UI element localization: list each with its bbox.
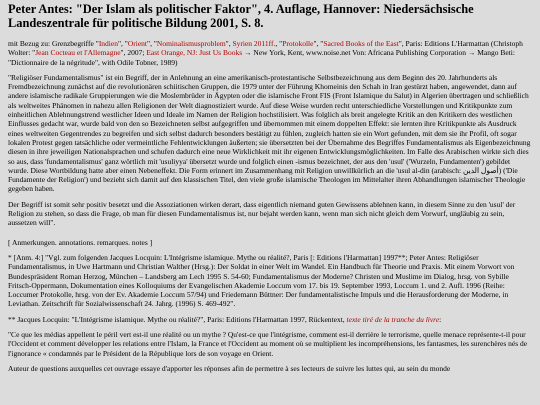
link-nominalismus[interactable]: Nominalismusproblem	[156, 39, 226, 48]
ref-sep: ",	[225, 39, 233, 48]
french-quote: "Ce que les médias appellent le péril vert est-il une réalité ou un mythe ? Qu'est-ce que l'intégrisme, comment est-il derrière le terrorisme, quelle menace représente-t-il pour l'Occident et comment développer les relations entre l'Islam, la France et l'Occident au moment où se multiplient les incompréhensions, les fantasmes, les surenchères nés de l'ignorance « condamnés par le Président de la République lors de son voyage en Orient.	[8, 330, 528, 358]
quote-paragraph-1: "Religiöser Fundamentalismus" ist ein Begriff, der in Anlehnung an eine amerikanisch-protestantische Selbstbezeichnung aus dem Beginn des 20. Jahrhunderts als Fremdbezeichnung zunächst auf die revolutionären schiitischen Gruppen, die 1979 unter der Führung Khomeinis den Schah in Iran gestürzt haben, angewendet, dann auf andere islamische radikale Gruppierungen wie die Moslembrüder in Ägypten oder die islamische Front FIS (Front Islamique du Salut) in Algerien übertragen und schließlich als weltweites Phänomen in nahezu allen Religionen der Welt diagnostiziert wurde. Auf diese Weise wurden recht unterschiedliche Vorstellungen und Kritikpunkte zum einheitlichen Ablehnungstrend westlicher Ideen und Ideale im Namen der Religion hochstilisiert. Was folglich als breit angelegte Kritik an den Kritikern des westlichen Einflusses gedacht war, wurde bald von den so Bezeichneten selbst aufgegriffen und übernommen mit einem doppelten Effekt: sie lernten ihre Kritikpunkte als Ausdruck eines weltweiten Gegentrendes zu begreifen und sich selbst dadurch besonders bestätigt zu fühlen, zugleich hatten sie ein Wort gefunden, mit dem sie ihr Profil, oft sogar lokalen Protest gegen tatsächliche oder vermeintliche Fehlentwicklungen äußerten; sie übersetzten bei der Übernahme des Begriffes Fundamentalismus als Eigenbezeichnung diesen in ihre jeweiligen Nationalsprachen und schufen dadurch eine neue Wirklichkeit mit ihr eigenen Entwicklungsmöglichkeiten. Im Falle des Arabischen wirkte sich dies so aus, dass 'fundamentalismus' ganz wörtlich mit 'usuliyya' übersetzt wurde und folglich einen -ismus bezeichnet, der aus den 'usul' ('Wurzeln, Fundamenten') gebildet wurde. Diese Wortbildung hatte aber einen Nebeneffekt. Die Form erinnert im Zusammenhang mit Religion unwillkürlich an die 'usul al-din (arabisch: أصول الدين) ('Die Fundamente der Religion') und bezieht sich damit auf den klassischen Titel, den viele große islamische Theologen im Mittelalter ihren Abhandlungen islamischer Theologie gegeben haben.	[8, 72, 531, 194]
annotations-heading: [ Anmerkungen. annotations. remarques. notes ]	[8, 237, 153, 247]
quote-paragraph-2: Der Begriff ist somit sehr positiv besetzt und die Assoziationen wirken derart, dass eigentlich niemand guten Gewissens ablehnen kann, in diesem Sinne zu den 'usul' der Religion zu stehen, so dass die Frage, ob man für diesen Fundamentalismus ist, nur bejaht werden kann, wenn man sich nicht gleich dem Vorwurf, ungläubig zu sein, aussetzen will".	[8, 199, 516, 228]
footnote-2-text: ** Jacques Locquin: "L'Intégrisme islamique. Mythe ou réalité?", Paris: Editions l'Harmattan 1997, Rückentext,	[8, 314, 347, 324]
reference-line	[8, 39, 532, 67]
ref-text: → New York, Kent, www.noise.net Von: Africana Publishing Corporation → Mango Beti: "Dictionnaire de la négritude", with Odile Tobner, 1989)	[8, 48, 515, 67]
ref-sep: , "	[275, 39, 283, 48]
ref-prefix: mit Bezug zu: Grenzbegriffe "	[8, 39, 99, 48]
footnote-1: * [Anm. 4:] "Vgl. zum folgenden Jacques Locquin: L'Intégrisme islamique. Mythe ou réalité?, Paris [: Editions l'Harmattan] 1997**; Peter Antes: Religiöser Fundamentalismus, in Uwe Hartmann und Christian Walther (Hrsg.): Der Soldat in einer Welt im Wandel. Ein Handbuch für Theorie und Praxis. Mit einem Vorwort von Bundespräsident Roman Herzog, München – Landsberg am Lech 1995 S. 54-60; Fundamentalismus der Moderne? Christen und Muslime im Dialog, hrsg. von Sybille Fritsch-Oppermann, Dokumentation eines Kolloquiums der Evangelischen Akademie Loccum vom 17. bis 19. September 1993, Loccum 1. und 2. Aufl. 1996 (Reihe: Loccumer Protokolle, hrsg. von der Ev. Akademie Loccum 57/94) und Friedemann Büttner: Der fundamentalistische Impuls und die Herausforderung der Moderne, in Leviathan. Zeitschrift für Sozialwissenschaft 24. Jahrg. (1996) S. 469-492".	[8, 252, 515, 309]
link-sacred-books[interactable]: Sacred Books of the East	[323, 39, 399, 48]
ref-sep: ", "	[117, 39, 128, 48]
link-syrien[interactable]: Syrien 2011ff.	[232, 39, 276, 48]
link-jean-cocteau[interactable]: Jean Cocteau et l'Allemagne	[35, 48, 121, 58]
ref-text: ", 2007;	[120, 48, 147, 58]
footnote-2-italic: texte tiré de la tranche du livre	[346, 314, 440, 324]
page-title: Peter Antes: "Der Islam als politischer Faktor", 4. Auflage, Hannover: Niedersächsische Landeszentrale für politische Bildung 2001, S. 8.	[8, 2, 474, 30]
link-east-orange[interactable]: East Orange, NJ: Just Us Books	[146, 48, 243, 58]
ref-sep: ", "	[313, 39, 324, 48]
continuation-text: Auteur de questions auxquelles cet ouvrage essaye d'apporter les réponses afin de permettre à ses lecteurs de suivre les luttes qui, au sein du monde	[8, 363, 451, 373]
footnote-2	[8, 315, 532, 324]
link-protokolle[interactable]: Protokolle	[282, 39, 314, 48]
link-orient[interactable]: Orient	[127, 39, 148, 48]
ref-text: ", Paris: Editions L'Harmattan (Christoph Wolter: "	[8, 39, 523, 58]
link-indien[interactable]: Indien	[98, 39, 118, 48]
ref-sep: ", "	[147, 39, 157, 48]
footnote-2-end: :	[439, 314, 442, 324]
